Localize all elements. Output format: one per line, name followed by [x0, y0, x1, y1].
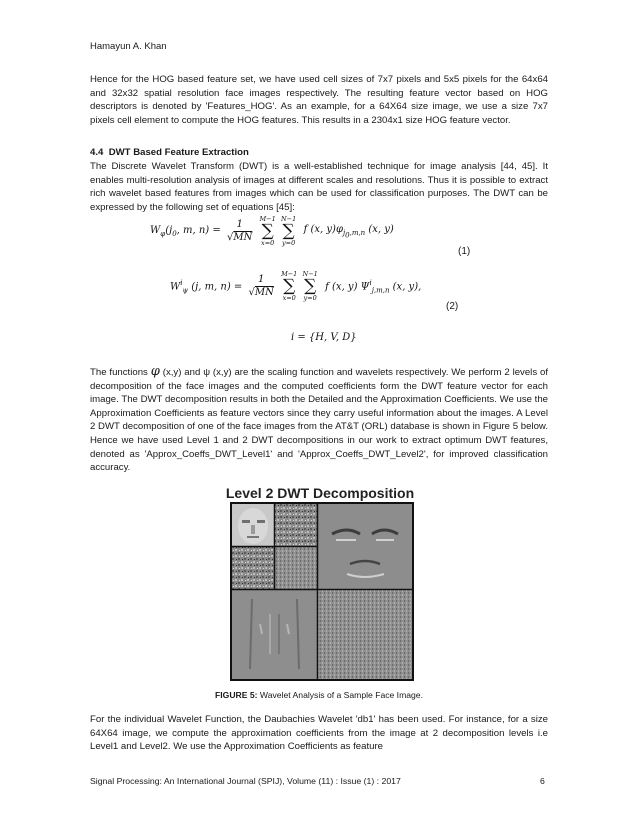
phi-symbol: φ — [150, 364, 160, 379]
figure-caption-text: Wavelet Analysis of a Sample Face Image. — [259, 690, 423, 700]
equation-2: $W^i_\psi$ (j, m, n) = $\frac{1}{√MN}$ M−1 ∑ x=0 N−1 ∑ y=0 f (x, y) $\Psi^i_{j,m,n}$ (x, y), — [170, 270, 422, 302]
functions-prefix: The functions — [90, 367, 148, 378]
level2-vertical-subband — [232, 547, 274, 589]
figure-caption — [90, 690, 548, 700]
page-number: 6 — [540, 776, 545, 786]
section-heading — [90, 147, 249, 158]
equation-2-number: (2) — [446, 301, 459, 312]
level2-diagonal-subband — [275, 547, 317, 589]
section-title: DWT Based Feature Extraction — [108, 147, 249, 158]
level1-horizontal-subband — [318, 504, 412, 589]
level1-vertical-subband — [232, 590, 317, 679]
closing-paragraph: For the individual Wavelet Function, the Daubachies Wavelet 'db1' has been used. For instance, for a size 64X64 image, we compute the approximation coefficients from the image at 2 decomposition levels i.e Level1 and Level2. We use the Approximation Coefficients as feature — [90, 714, 548, 753]
functions-paragraph — [90, 365, 548, 475]
level1-diagonal-subband — [318, 590, 412, 679]
approximation-subband — [232, 504, 274, 546]
index-set: i = {H, V, D} — [291, 332, 357, 343]
running-header-author: Hamayun A. Khan — [90, 41, 167, 52]
level2-horizontal-subband — [275, 504, 317, 546]
section-paragraph: The Discrete Wavelet Transform (DWT) is a well-established technique for image analysis [44, 45]. It enables multi-resolution analysis of images at different scales and resolutions. Thus it is possible to extract rich wavelet based features from images which can be used for classification purposes. The DWT can be expressed by the following set of equations [45]: — [90, 161, 548, 213]
footer-journal: Signal Processing: An International Journal (SPIJ), Volume (11) : Issue (1) : 2017 — [90, 776, 401, 786]
dwt-image — [232, 504, 412, 679]
intro-paragraph: Hence for the HOG based feature set, we have used cell sizes of 7x7 pixels and 5x5 pixels for the 64x64 and 32x32 spatial resolution face images respectively. The resulting feature vector based on HOG descriptors is denoted by 'Features_HOG'. As an example, for a 64X64 size image, we use a size 7x7 pixels cell element to compute the HOG features. This results in a 2304x1 size HOG feature vector. — [90, 74, 548, 126]
figure-caption-label: FIGURE 5: — [215, 690, 258, 700]
equation-1-number: (1) — [458, 246, 471, 257]
functions-body: (x,y) and ψ (x,y) are the scaling function and wavelets respectively. We perform 2 levels of decomposition of the face images and the computed coefficients form the DWT feature vector for each image. The DWT decomposition results in both the Detailed and the Approximation Coefficients. We use the Approximation Coefficients as feature vectors since they carry useful information about the images. A Level 2 DWT decomposition of one of the face images from the AT&T (ORL) database is shown in Figure 5 below. Hence we have used Level 1 and 2 DWT decompositions in our work to extract optimum DWT features, denoted as 'Approx_Coeffs_DWT_Level1' and 'Approx_Coeffs_DWT_Level2', for improved classification accuracy. — [90, 367, 549, 474]
dwt-decomposition-figure — [230, 502, 414, 681]
equation-1: $W_\varphi(j_0$, m, n) = $\frac{1}{√MN}$ M−1 ∑ x=0 N−1 ∑ y=0 f (x, $y)\varphi_{j_0,m,n}$ (x, y) — [150, 215, 394, 247]
figure-title: Level 2 DWT Decomposition — [225, 485, 415, 501]
section-number: 4.4 — [90, 147, 104, 158]
